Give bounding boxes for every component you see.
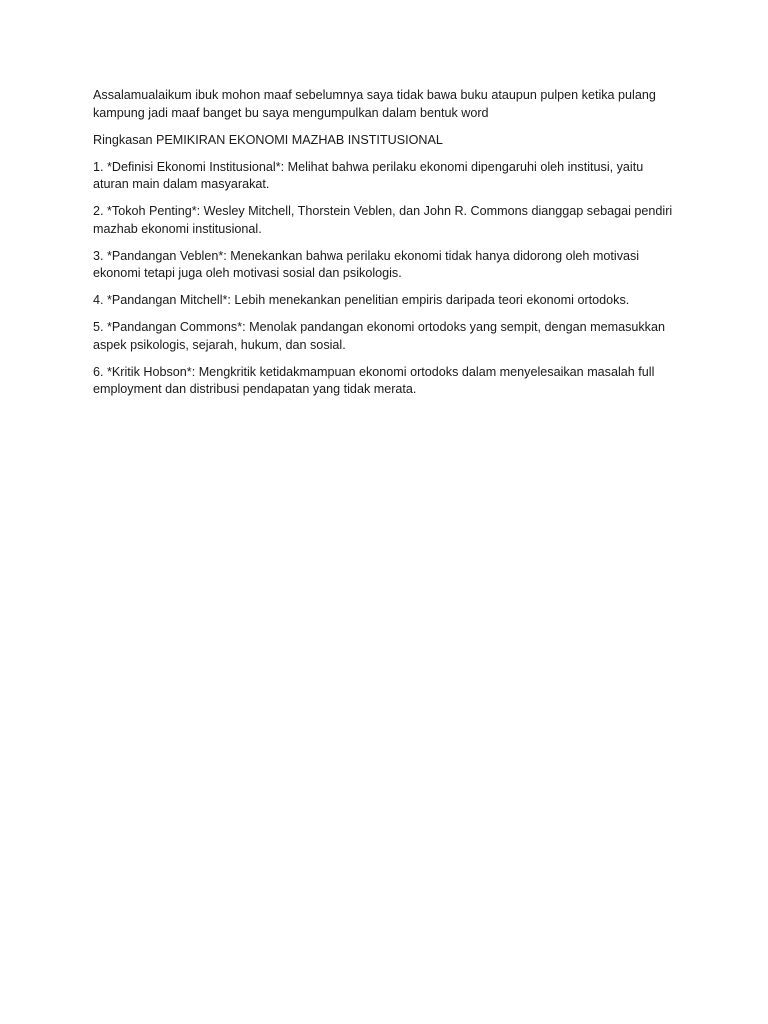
document-body xyxy=(93,87,678,408)
point-definisi: 1. *Definisi Ekonomi Institusional*: Melihat bahwa perilaku ekonomi dipengaruhi oleh institusi, yaitu aturan main dalam masyarakat. xyxy=(93,159,644,191)
intro-paragraph: Assalamualaikum ibuk mohon maaf sebelumnya saya tidak bawa buku ataupun pulpen ketika pulang kampung jadi maaf banget bu saya mengumpulkan dalam bentuk word xyxy=(93,88,656,120)
summary-heading: Ringkasan PEMIKIRAN EKONOMI MAZHAB INSTITUSIONAL xyxy=(93,132,443,147)
point-pandangan-commons: 5. *Pandangan Commons*: Menolak pandangan ekonomi ortodoks yang sempit, dengan memasukkan aspek psikologis, sejarah, hukum, dan sosial. xyxy=(93,320,665,352)
point-pandangan-mitchell: 4. *Pandangan Mitchell*: Lebih menekankan penelitian empiris daripada teori ekonomi ortodoks. xyxy=(93,293,630,307)
point-pandangan-veblen: 3. *Pandangan Veblen*: Menekankan bahwa perilaku ekonomi tidak hanya didorong oleh motivasi ekonomi tetapi juga oleh motivasi sosial dan psikologis. xyxy=(93,248,640,280)
point-kritik-hobson: 6. *Kritik Hobson*: Mengkritik ketidakmampuan ekonomi ortodoks dalam menyelesaikan masalah full employment dan distribusi pendapatan yang tidak merata. xyxy=(93,364,655,396)
point-tokoh-penting: 2. *Tokoh Penting*: Wesley Mitchell, Thorstein Veblen, dan John R. Commons dianggap sebagai pendiri mazhab ekonomi institusional. xyxy=(93,204,673,236)
